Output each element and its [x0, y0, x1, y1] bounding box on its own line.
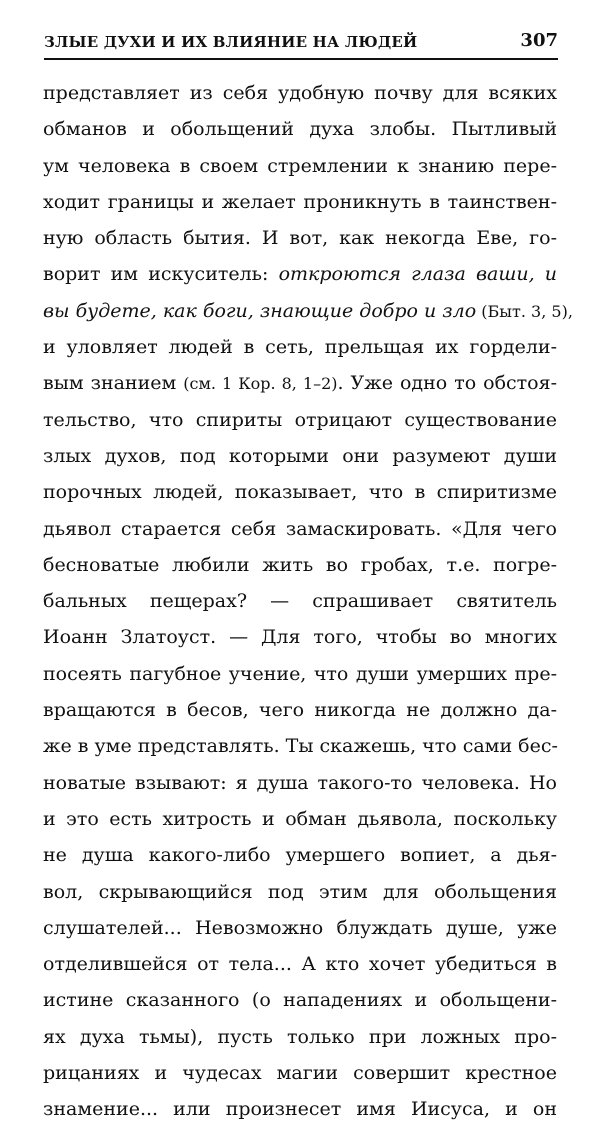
text-line: посеять пагубное учение, что души умерших пре- — [43, 662, 557, 685]
text-line — [43, 293, 573, 329]
text-line: обманов и обольщений духа злобы. Пытливый — [43, 118, 557, 141]
text-segment: вым знанием — [43, 372, 184, 395]
text-segment: . Уже одно то обстоя- — [337, 372, 558, 395]
text-segment: ворит им искуситель: — [43, 263, 279, 286]
text-line: порочных людей, показывает, что в спиритизме — [43, 481, 557, 504]
text-line — [43, 256, 557, 292]
text-line: вол, скрывающийся под этим для обольщения — [43, 880, 557, 903]
text-line: тельство, что спириты отрицают существование — [43, 408, 557, 431]
text-line: ях духа тьмы), пусть только при ложных про- — [43, 1025, 557, 1048]
running-title: ЗЛЫЕ ДУХИ И ИХ ВЛИЯНИЕ НА ЛЮДЕЙ — [44, 33, 418, 51]
text-line: злых духов, под которыми они разумеют души — [43, 444, 557, 467]
text-line: ходит границы и желает проникнуть в таинствен- — [43, 190, 557, 213]
text-line — [43, 365, 557, 401]
scripture-reference: (см. 1 Кор. 8, 1–2) — [183, 374, 338, 394]
scripture-reference: (Быт. 3, 5), — [476, 301, 573, 321]
text-line: и это есть хитрость и обман дьявола, поскольку — [43, 807, 557, 830]
text-line: и уловляет людей в сеть, прельщая их гордели- — [43, 336, 557, 359]
text-line: представляет из себя удобную почву для всяких — [43, 82, 557, 104]
scripture-quote: откроются глаза ваши, и — [278, 263, 557, 286]
text-line: новатые взывают: я душа такого-то человека. Но — [43, 771, 557, 794]
text-line: Иоанн Златоуст. — Для того, чтобы во многих — [43, 626, 557, 649]
scripture-quote: вы будете, как боги, знающие добро и зло — [43, 299, 477, 322]
text-line: истине сказанного (о нападениях и обольщени- — [43, 989, 557, 1012]
text-line: бесноватые любили жить во гробах, т.е. погре- — [43, 553, 557, 576]
text-line: слушателей... Невозможно блуждать душе, уже — [43, 916, 557, 939]
text-line: ум человека в своем стремлении к знанию пере- — [43, 154, 557, 177]
text-line: знамение... или произнесет имя Иисуса, и он — [43, 1098, 557, 1121]
text-line: дьявол старается себя замаскировать. «Для чего — [43, 517, 557, 540]
page-header — [44, 28, 558, 60]
page-number: 307 — [520, 30, 558, 51]
text-line: же в уме представлять. Ты скажешь, что сами бес- — [43, 735, 558, 758]
text-line: отделившейся от тела... А кто хочет убедиться в — [43, 953, 557, 976]
text-line: бальных пещерах? — спрашивает святитель — [43, 590, 557, 613]
text-line: рицаниях и чудесах магии совершит крестное — [43, 1062, 557, 1085]
text-line: вращаются в бесов, чего никогда не должно да- — [43, 699, 557, 722]
text-line: ную область бытия. И вот, как некогда Еве, го- — [43, 227, 557, 250]
body-text — [43, 75, 573, 1128]
text-line: не душа какого-либо умершего вопиет, а дья- — [43, 844, 557, 867]
